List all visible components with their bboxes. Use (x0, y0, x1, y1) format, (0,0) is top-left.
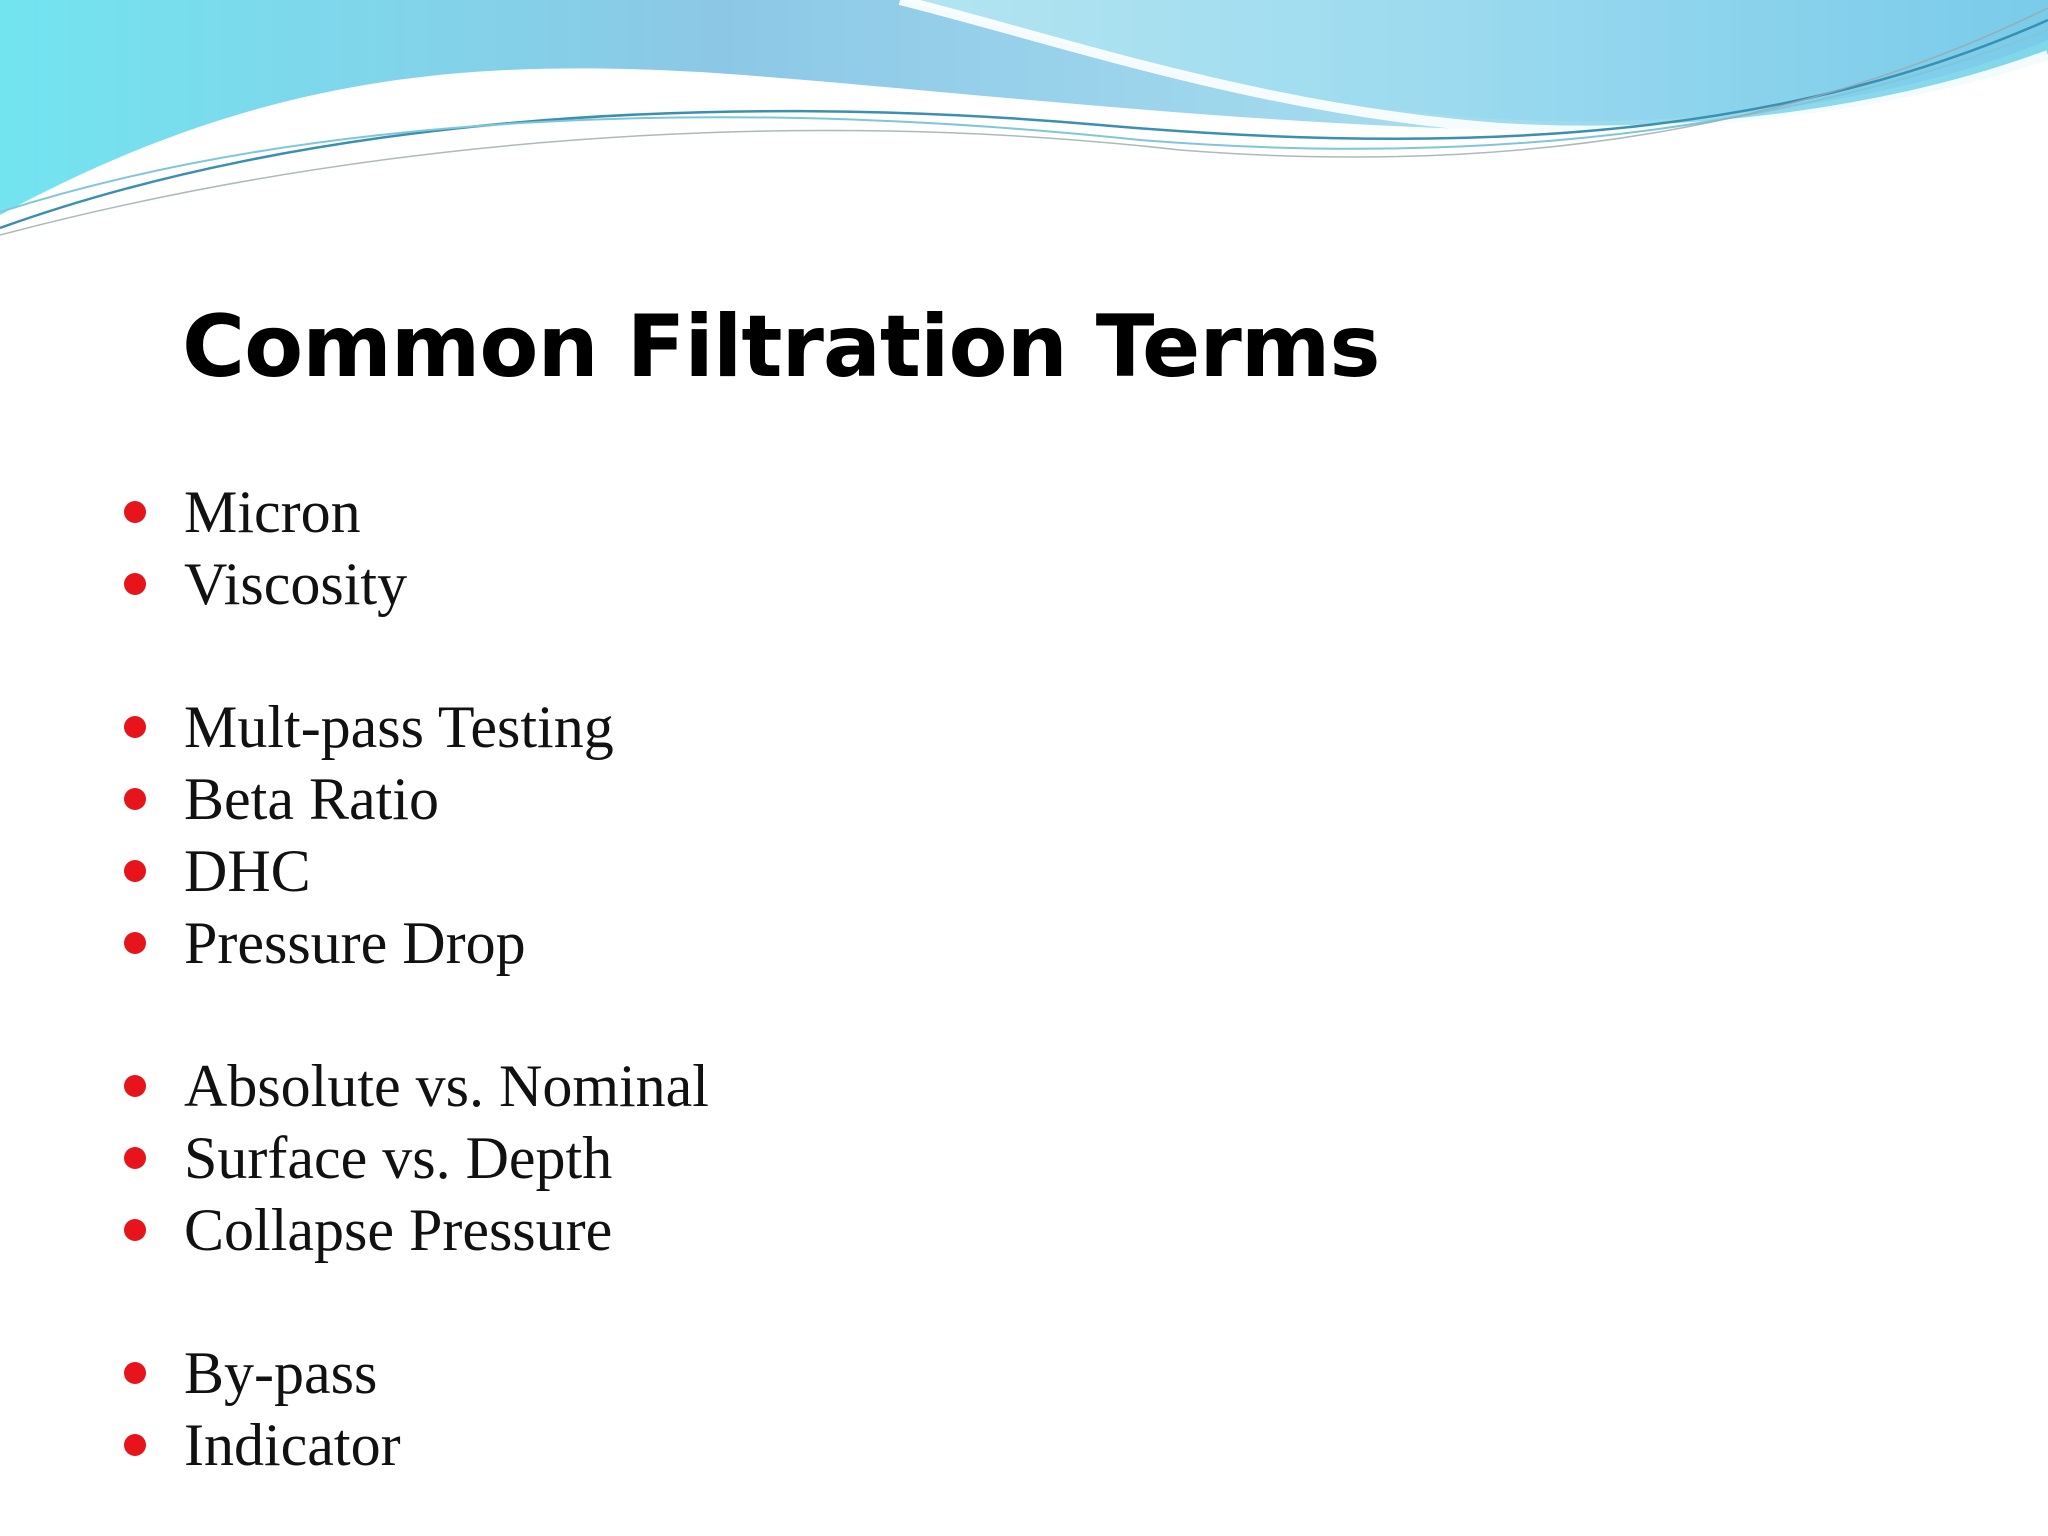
term-list (124, 476, 1624, 1481)
term-group (124, 476, 1624, 620)
bullet-dot-icon (124, 1219, 146, 1241)
term-label: Collapse Pressure (184, 1197, 613, 1263)
term-label: Micron (184, 479, 361, 545)
bullet-dot-icon (124, 1075, 146, 1097)
list-item (124, 1050, 1624, 1122)
bullet-dot-icon (124, 573, 146, 595)
bullet-dot-icon (124, 860, 146, 882)
term-label: Beta Ratio (184, 766, 439, 832)
term-group (124, 691, 1624, 979)
bullet-dot-icon (124, 501, 146, 523)
list-item (124, 763, 1624, 835)
list-item (124, 1122, 1624, 1194)
list-item (124, 476, 1624, 548)
bullet-dot-icon (124, 788, 146, 810)
list-item (124, 907, 1624, 979)
bullet-dot-icon (124, 1434, 146, 1456)
bullet-dot-icon (124, 932, 146, 954)
term-group (124, 1050, 1624, 1266)
term-label: By-pass (184, 1340, 378, 1406)
term-group (124, 1337, 1624, 1481)
term-label: DHC (184, 838, 311, 904)
list-item (124, 548, 1624, 620)
list-item (124, 691, 1624, 763)
term-label: Absolute vs. Nominal (184, 1053, 709, 1119)
slide-title: Common Filtration Terms (182, 297, 1380, 397)
list-item (124, 835, 1624, 907)
list-item (124, 1194, 1624, 1266)
list-item (124, 1337, 1624, 1409)
term-label: Indicator (184, 1412, 401, 1478)
term-label: Surface vs. Depth (184, 1125, 613, 1191)
term-label: Mult-pass Testing (184, 694, 614, 760)
term-label: Viscosity (184, 551, 408, 617)
bullet-dot-icon (124, 1362, 146, 1384)
bullet-dot-icon (124, 1147, 146, 1169)
term-label: Pressure Drop (184, 910, 526, 976)
header-wave-decoration (0, 0, 2048, 240)
bullet-dot-icon (124, 716, 146, 738)
list-item (124, 1409, 1624, 1481)
